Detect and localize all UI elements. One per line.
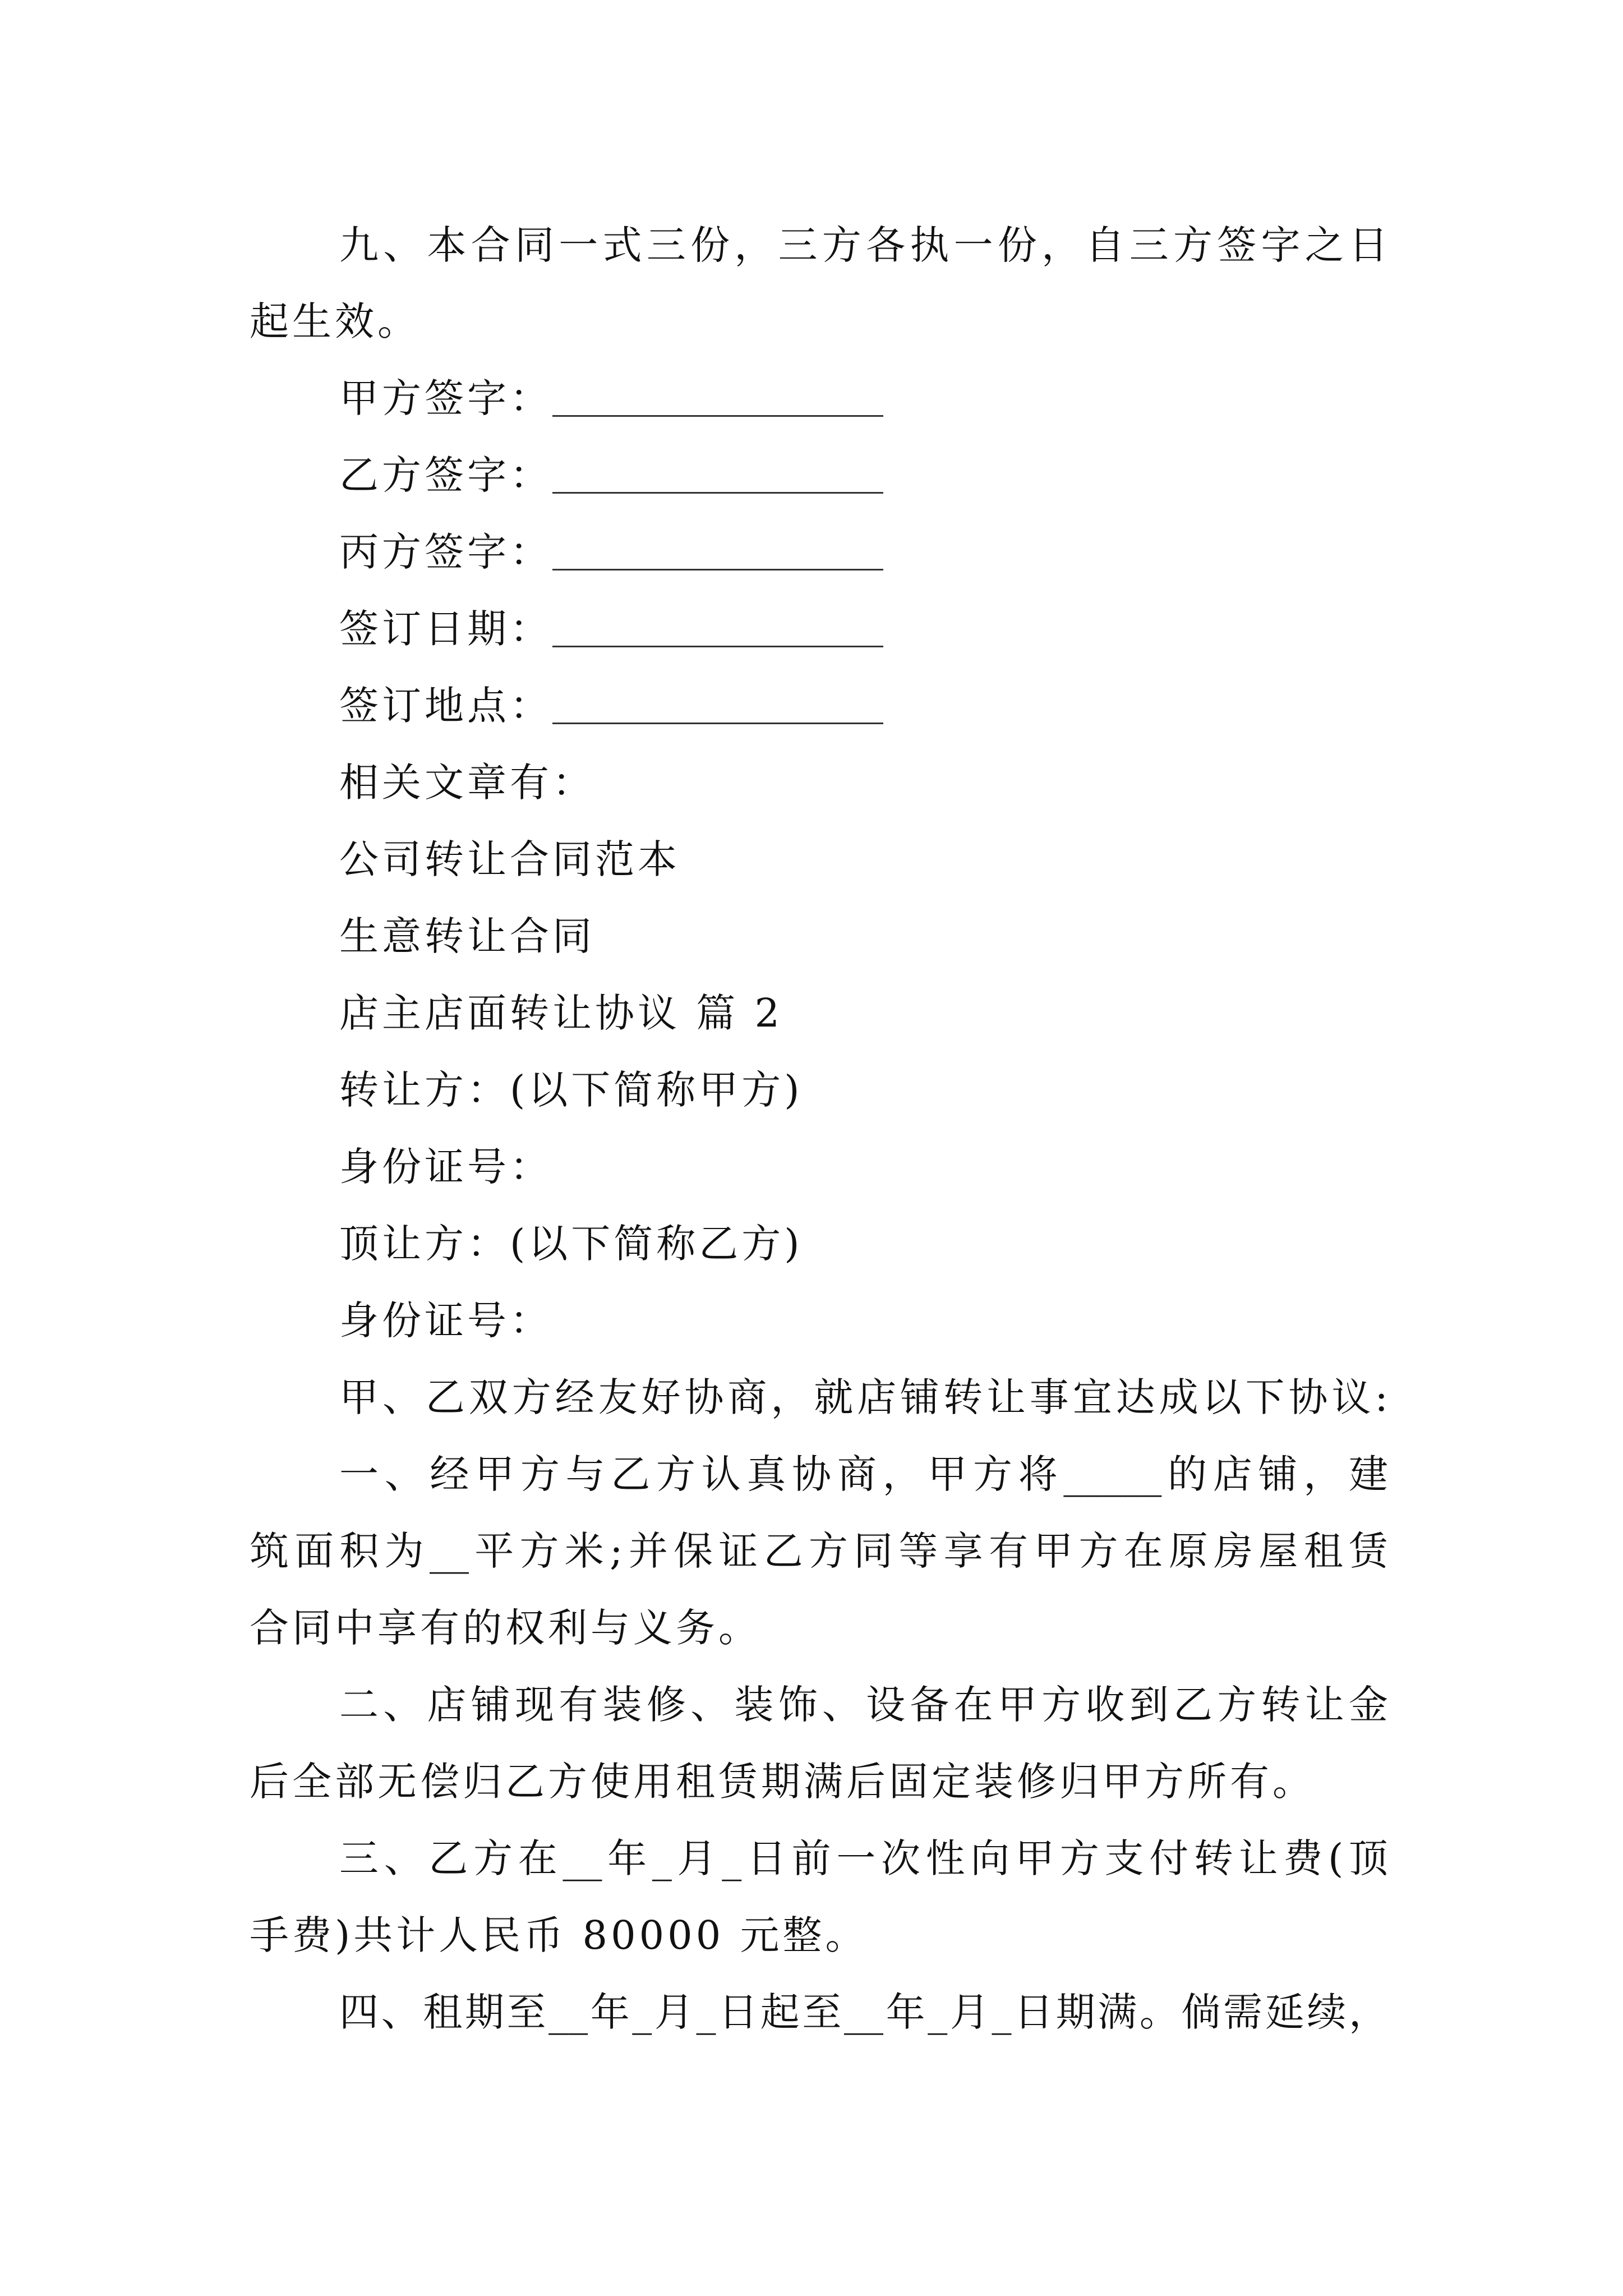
- clause-one-line-3: 合同中享有的权利与义务。: [250, 1605, 761, 1651]
- clause-three-line-2: 手费)共计人民币 80000 元整。: [250, 1912, 868, 1958]
- signature-party-c-blank: [552, 569, 883, 570]
- signature-party-a-label: 甲方签字：: [339, 375, 552, 421]
- signature-party-b-blank: [552, 492, 883, 494]
- intro-line: 甲、乙双方经友好协商，就店铺转让事宜达成以下协议:: [339, 1374, 1388, 1420]
- signing-date-blank: [552, 646, 883, 647]
- related-item: 公司转让合同范本: [339, 836, 680, 882]
- signature-party-a-blank: [552, 415, 883, 417]
- signing-place-label: 签订地点：: [339, 683, 552, 729]
- clause-nine-line-1: 九、本合同一式三份，三方各执一份，自三方签字之日: [339, 222, 1388, 268]
- clause-nine-line-2: 起生效。: [250, 298, 420, 344]
- party-a-line: 转让方：(以下简称甲方): [339, 1067, 803, 1113]
- clause-one-line-1: 一、经甲方与乙方认真协商，甲方将_____的店铺，建: [339, 1451, 1388, 1497]
- party-a-id-line: 身份证号：: [339, 1144, 552, 1190]
- section-title: 店主店面转让协议 篇 2: [339, 990, 783, 1036]
- clause-one-line-2: 筑面积为__平方米;并保证乙方同等享有甲方在原房屋租赁: [250, 1528, 1388, 1574]
- party-b-id-line: 身份证号：: [339, 1297, 552, 1343]
- signature-party-c-label: 丙方签字：: [339, 529, 552, 575]
- party-b-line: 顶让方：(以下简称乙方): [339, 1221, 803, 1267]
- clause-four-line-1: 四、租期至__年_月_日起至__年_月_日期满。倘需延续，: [339, 1989, 1388, 2035]
- clause-two-line-2: 后全部无偿归乙方使用租赁期满后固定装修归甲方所有。: [250, 1759, 1315, 1805]
- signing-date-label: 签订日期：: [339, 606, 552, 652]
- related-heading: 相关文章有：: [339, 760, 595, 806]
- clause-three-line-1: 三、乙方在__年_月_日前一次性向甲方支付转让费(顶: [339, 1835, 1388, 1881]
- signing-place-blank: [552, 723, 883, 724]
- related-item: 生意转让合同: [339, 913, 595, 959]
- clause-two-line-1: 二、店铺现有装修、装饰、设备在甲方收到乙方转让金: [339, 1682, 1388, 1728]
- signature-party-b-label: 乙方签字：: [339, 452, 552, 498]
